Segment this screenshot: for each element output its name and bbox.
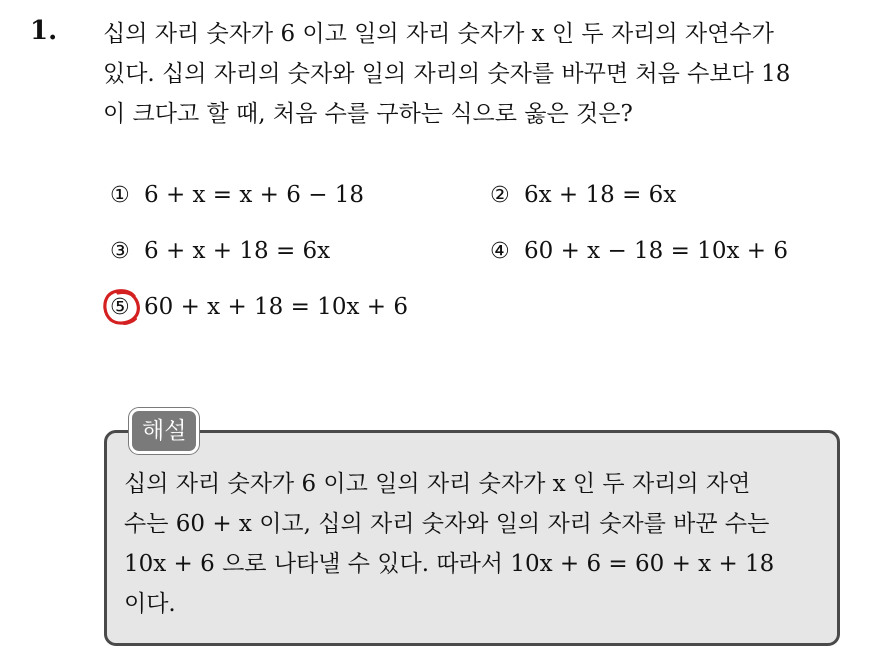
choice-expression: 6 + x + 18 = 6x (144, 238, 331, 264)
question-text (103, 14, 863, 134)
choice-number: ④ (490, 238, 510, 264)
question-line-2: 있다. 십의 자리의 숫자와 일의 자리의 숫자를 바꾸면 처음 수보다 18 (103, 61, 791, 87)
solution-line-3: 10x + 6 으로 나타낼 수 있다. 따라서 10x + 6 = 60 + x + 18 (124, 551, 775, 577)
choice-number-text: ⑤ (110, 294, 130, 320)
choice-number: ② (490, 182, 510, 208)
question-line-3: 이 크다고 할 때, 처음 수를 구하는 식으로 옳은 것은? (103, 101, 633, 127)
choice-expression: 60 + x + 18 = 10x + 6 (144, 294, 408, 320)
choice-5[interactable] (110, 294, 408, 320)
choice-expression: 6x + 18 = 6x (524, 182, 677, 208)
choice-1[interactable] (110, 182, 364, 208)
choice-3[interactable] (110, 238, 330, 264)
choice-number: ① (110, 182, 130, 208)
solution-tag: 해설 (129, 408, 199, 454)
choice-2[interactable] (490, 182, 676, 208)
question-number: 1. (30, 16, 58, 46)
solution-text (124, 464, 824, 624)
choice-number (110, 295, 144, 320)
solution-line-2: 수는 60 + x 이고, 십의 자리 숫자와 일의 자리 숫자를 바꾼 수는 (124, 511, 770, 537)
choice-expression: 6 + x = x + 6 − 18 (144, 182, 365, 208)
question-line-1: 십의 자리 숫자가 6 이고 일의 자리 숫자가 x 인 두 자리의 자연수가 (103, 21, 774, 47)
solution-line-4: 이다. (124, 591, 176, 617)
choice-expression: 60 + x − 18 = 10x + 6 (524, 238, 788, 264)
choice-4[interactable] (490, 238, 788, 264)
solution-line-1: 십의 자리 숫자가 6 이고 일의 자리 숫자가 x 인 두 자리의 자연 (124, 471, 751, 497)
choice-number: ③ (110, 238, 130, 264)
